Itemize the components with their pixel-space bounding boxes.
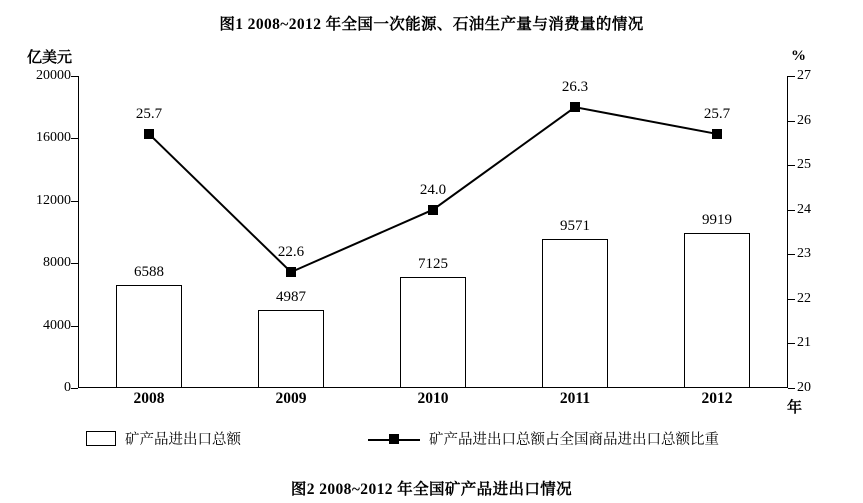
line-marker bbox=[286, 267, 296, 277]
legend-item-line bbox=[368, 428, 719, 449]
figure-title-top: 图1 2008~2012 年全国一次能源、石油生产量与消费量的情况 bbox=[219, 16, 644, 33]
y-axis-right-tick bbox=[788, 388, 795, 389]
y-axis-unit-right: % bbox=[791, 48, 806, 64]
line-marker bbox=[144, 129, 154, 139]
bar-value-label: 9919 bbox=[702, 212, 732, 229]
line-value-label: 25.7 bbox=[703, 105, 731, 122]
y-axis-right-tick-label: 23 bbox=[797, 246, 811, 262]
legend-line-label: 矿产品进出口总额占全国商品进出口总额比重 bbox=[429, 432, 719, 448]
y-axis-left-tick bbox=[71, 76, 78, 77]
y-axis-left-tick bbox=[71, 138, 78, 139]
line-value-label: 22.6 bbox=[277, 244, 305, 261]
y-axis-right-tick-label: 20 bbox=[797, 380, 811, 395]
line-series-path bbox=[78, 76, 788, 388]
legend-bar-swatch bbox=[86, 431, 116, 446]
bar-value-label: 7125 bbox=[418, 255, 448, 272]
y-axis-right-tick bbox=[788, 254, 795, 255]
y-axis-left-tick bbox=[71, 263, 78, 264]
line-marker bbox=[428, 205, 438, 215]
x-axis-tick-label: 2012 bbox=[701, 390, 733, 407]
x-axis-tick-label: 2009 bbox=[275, 390, 307, 407]
y-axis-right-tick-label: 26 bbox=[797, 112, 811, 128]
plot-area bbox=[36, 68, 811, 407]
y-axis-right-tick bbox=[788, 210, 795, 211]
bar-value-label: 9571 bbox=[560, 217, 590, 234]
figure-title-bottom: 图2 2008~2012 年全国矿产品进出口情况 bbox=[290, 481, 573, 498]
y-axis-left-tick bbox=[71, 388, 78, 389]
y-axis-left-tick bbox=[71, 201, 78, 202]
y-axis-left-tick-label: 20000 bbox=[36, 68, 71, 83]
x-axis-tick-label: 2008 bbox=[133, 390, 165, 407]
y-axis-right-tick-label: 21 bbox=[797, 335, 811, 351]
x-axis-tick-label: 2011 bbox=[559, 390, 591, 407]
line-value-label: 24.0 bbox=[419, 181, 447, 198]
line-marker bbox=[712, 129, 722, 139]
y-axis-right-tick bbox=[788, 76, 795, 77]
y-axis-left-tick-label: 8000 bbox=[43, 255, 71, 271]
y-axis-right-tick-label: 27 bbox=[797, 68, 811, 83]
bar-value-label: 6588 bbox=[134, 264, 164, 281]
x-axis-tick-label: 2010 bbox=[417, 390, 449, 407]
y-axis-unit-left: 亿美元 bbox=[27, 50, 73, 66]
legend-bar-label: 矿产品进出口总额 bbox=[125, 432, 241, 448]
y-axis-right-tick-label: 24 bbox=[797, 201, 811, 217]
y-axis-right-tick bbox=[788, 165, 795, 166]
y-axis-right-tick bbox=[788, 299, 795, 300]
line-value-label: 25.7 bbox=[135, 105, 163, 122]
y-axis-right-tick bbox=[788, 121, 795, 122]
y-axis-right-tick bbox=[788, 343, 795, 344]
legend-item-bar bbox=[86, 428, 241, 449]
y-axis-left-tick-label: 4000 bbox=[43, 317, 71, 333]
bar-value-label: 4987 bbox=[276, 289, 306, 306]
chart-legend bbox=[78, 428, 788, 456]
legend-line-swatch bbox=[368, 431, 420, 446]
y-axis-right-tick-label: 22 bbox=[797, 290, 811, 306]
x-axis-unit: 年 bbox=[787, 400, 803, 416]
line-value-label: 26.3 bbox=[561, 79, 589, 96]
y-axis-left-tick bbox=[71, 326, 78, 327]
y-axis-left-tick-label: 12000 bbox=[36, 192, 71, 208]
y-axis-left-tick-label: 0 bbox=[64, 380, 71, 395]
y-axis-right-tick-label: 25 bbox=[797, 157, 811, 173]
y-axis-left-tick-label: 16000 bbox=[36, 130, 71, 146]
line-marker bbox=[570, 102, 580, 112]
